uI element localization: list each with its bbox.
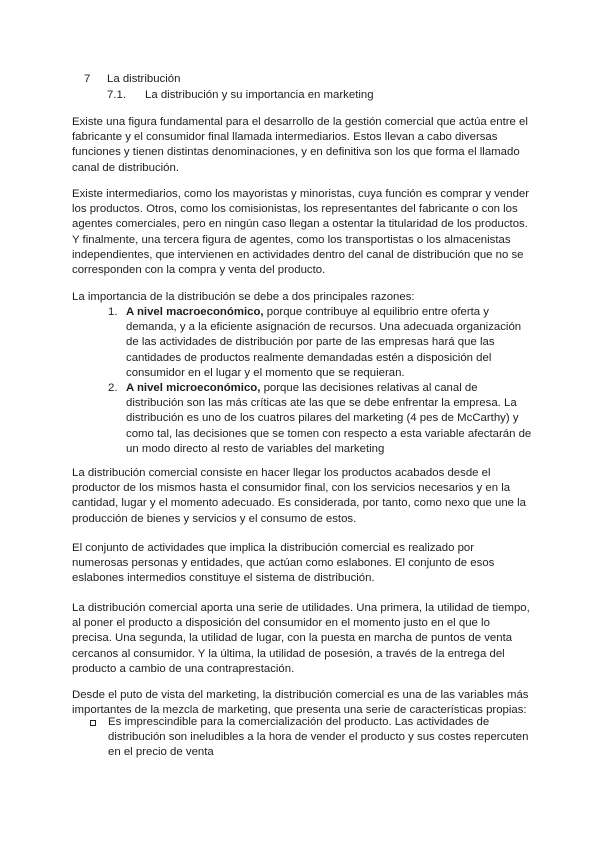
paragraph-commercial-distribution: La distribución comercial consiste en hacer llegar los productos acabados desde el productor de los mismos hasta el consumidor final, con los servicios necesarios y en la cantidad, lugar y el momento adecuado. Es considerada, por tanto, como nexo que une la producción de bienes y servicios y el consumo de estos.: [72, 467, 527, 525]
paragraph-distribution-system: El conjunto de actividades que implica la distribución comercial es realizado por numerosas personas y entidades, que actúan como eslabones. El conjunto de esos eslabones intermedios constituye el sistema de distribución.: [72, 542, 495, 585]
section-title: La distribución: [107, 73, 181, 85]
paragraph-intermediary-types: Existe intermediarios, como los mayoristas y minoristas, cuya función es comprar y vender los productos. Otros, como los comisionistas, los representantes del fabricante o con los agentes comerciales, pero en ningún caso llegan a ostentar la titularidad de los productos. Y finalmente, una tercera figura de agentes, como los transportistas o los almacenistas independientes, que intervienen en actividades dentro del canal de distribución que no se corresponden con la compra y venta del producto.: [72, 188, 530, 277]
square-bullet-icon: [90, 720, 96, 726]
list-item: [90, 715, 530, 761]
paragraph-importance: La importancia de la distribución se debe a dos principales razones:: [72, 291, 415, 303]
list-item-text: porque contribuye al equilibrio entre oferta y demanda, y a la eficiente asignación de recursos. Una adecuada organización de las actividades de distribución por parte de las empresas hará que las cantidades de productos realmente demandadas estén a disposición del consumidor en el lugar y el momento que se requieran.: [126, 306, 522, 379]
list-item-text: porque las decisiones relativas al canal de distribución son las más críticas ate las que se debe enfrentar la empresa. La distribución es uno de los cuatros pilares del marketing (4 pes de McCarthy) y como tal, las decisiones que se tomen con respecto a esta variable afectarán de un modo directo al resto de variables del marketing: [126, 382, 532, 455]
list-item-text: Es imprescindible para la comercialización del producto. Las actividades de distribución son ineludibles a la hora de vender el producto y sus costes repercuten en el precio de venta: [108, 716, 529, 759]
paragraph-marketing-view: Desde el puto de vista del marketing, la distribución comercial es una de las variables más importantes de la mezcla de marketing, que presenta una serie de características propias:: [72, 689, 529, 717]
characteristics-list: [90, 715, 530, 761]
list-item: [108, 381, 532, 457]
list-item-number: 2.: [108, 382, 118, 395]
paragraph-utilities: La distribución comercial aporta una serie de utilidades. Una primera, la utilidad de tiempo, al poner el producto a disposición del consumidor en el momento justo en el que lo precisa. Una segunda, la utilidad de lugar, con la puesta en marcha de puntos de venta cercanos al consumidor. Y la última, la utilidad de posesión, a través de la entrega del producto a cambio de una contraprestación.: [72, 602, 530, 675]
subsection-number: 7.1.: [107, 89, 126, 101]
list-item-number: 1.: [108, 306, 118, 318]
subsection-title: La distribución y su importancia en marketing: [145, 89, 374, 101]
paragraph-intermediaries: Existe una figura fundamental para el desarrollo de la gestión comercial que actúa entre el fabricante y el consumidor final llamada intermediarios. Estos llevan a cabo diversas funciones y tienen distintas denominaciones, y en definitiva son los que forma el llamado canal de distribución.: [72, 116, 528, 174]
list-item-bold-label: A nivel macroeconómico,: [126, 306, 264, 318]
list-item-bold-label: A nivel microeconómico,: [126, 382, 261, 395]
reasons-list: [108, 305, 532, 457]
list-item: [108, 305, 532, 381]
section-number: 7: [84, 73, 91, 85]
